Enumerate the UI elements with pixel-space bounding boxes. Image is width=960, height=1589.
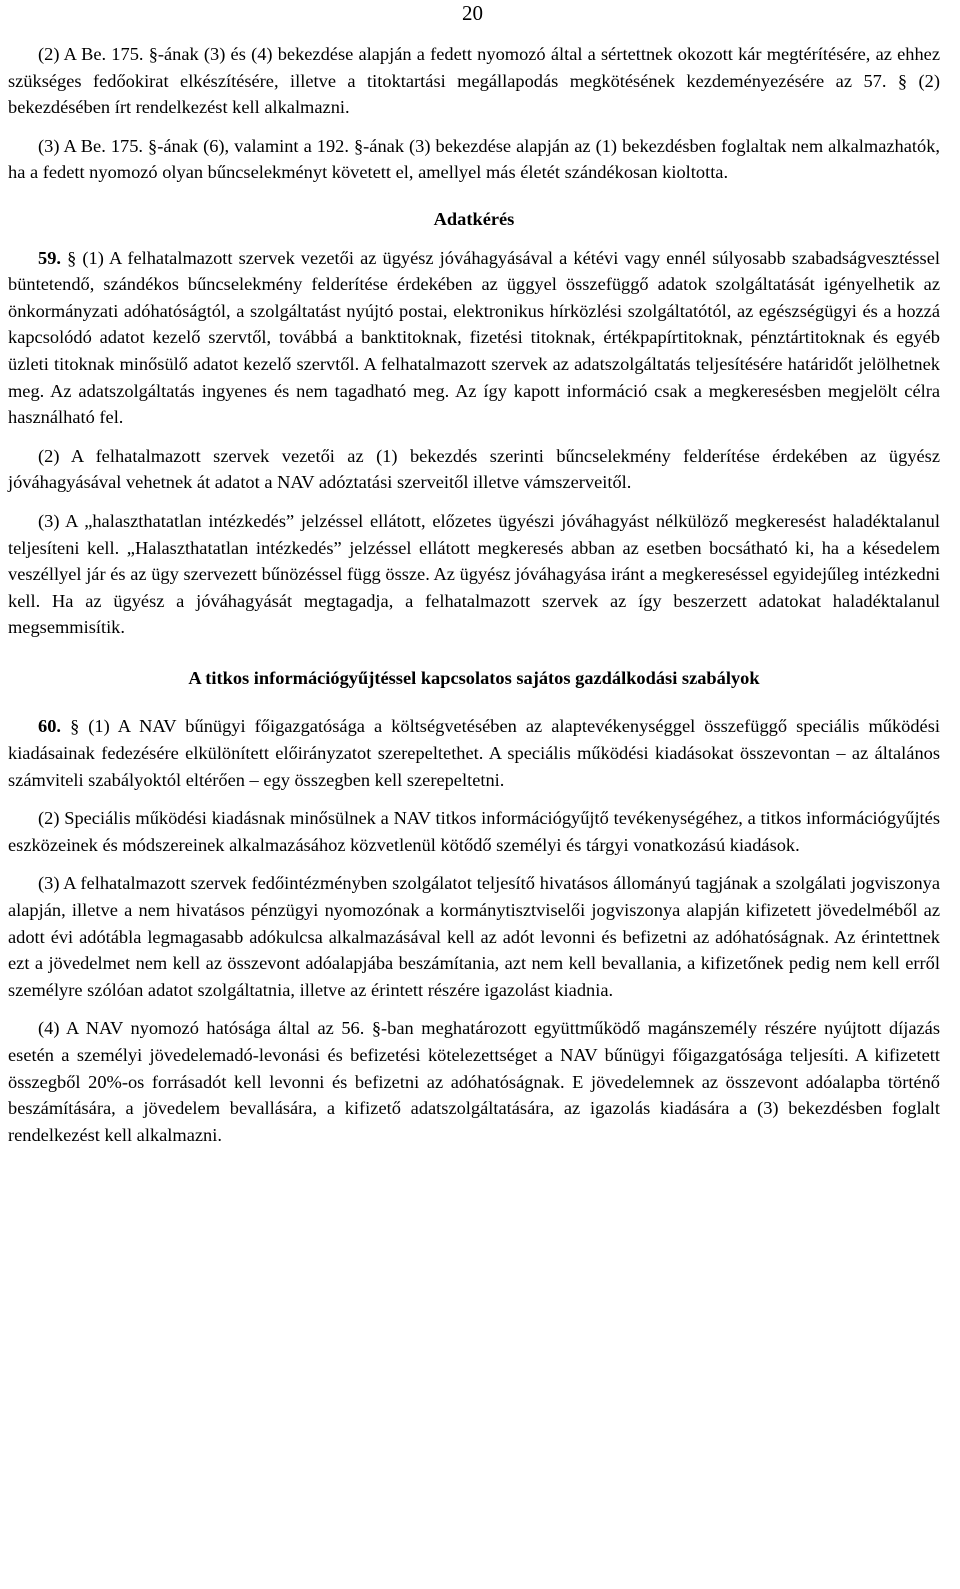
- paragraph-59-1-text: § (1) A felhatalmazott szervek vezetői az ügyész jóváhagyásával a kétévi vagy ennél súlyosabb szabadságvesztéssel büntetendő, szándékos bűncselekmény felderítése érdekében az üggyel összefüggő adatok szolgáltatását igényelhetik az önkormányzati adóhatóságtól, a szolgáltatást nyújtó postai, elektronikus hírközlési szolgáltatótól, az egészségügyi és a hozzá kapcsolódó adatot kezelő szervtől, továbbá a banktitoknak, fizetési titoknak, értékpapírtitoknak, pénztártitoknak és egyéb üzleti titoknak minősülő adatot kezelő szervtől. A felhatalmazott szervek az adatszolgáltatás teljesítésére határidőt jelölhetnek meg. Az adatszolgáltatás ingyenes és nem tagadható meg. Az így kapott információ csak a megkeresésben megjelölt célra használható fel.: [8, 247, 940, 428]
- section-heading-adatkeres: Adatkérés: [433, 208, 515, 229]
- paragraph-60-4: (4) A NAV nyomozó hatósága által az 56. §-ban meghatározott együttműködő magánszemély részére nyújtott díjazás esetén a személyi jövedelemadó-levonási és befizetési kötelezettséget a NAV bűnügyi főigazgatósága teljesíti. A kifizetett összegből 20%-os forrásadót kell levonni és befizetni az adóhatóságnak. E jövedelemnek az összevont adóalapba történő beszámítására, a jövedelem bevallására, a kifizető adatszolgáltatására, az igazolás kiadására a (3) bekezdésben foglalt rendelkezést kell alkalmazni.: [8, 1018, 940, 1145]
- paragraph-59-2: (2) A felhatalmazott szervek vezetői az (1) bekezdés szerinti bűncselekmény felderítése érdekében az ügyész jóváhagyásával vehetnek át adatot a NAV adóztatási szerveitől illetve vámszerveitől.: [8, 445, 940, 493]
- paragraph-58-2: (2) A Be. 175. §-ának (3) és (4) bekezdése alapján a fedett nyomozó által a sértettnek okozott kár megtérítésére, az ehhez szükséges fedőokirat elkészítésére, illetve a titoktartási megállapodás megkötésének kezdeményezésére az 57. § (2) bekezdésében írt rendelkezést kell alkalmazni.: [8, 44, 940, 118]
- paragraph-60-1: [8, 713, 940, 793]
- paragraph-59-3: (3) A „halaszthatatlan intézkedés” jelzéssel ellátott, előzetes ügyészi jóváhagyást nélkülöző megkeresést haladéktalanul teljesíteni kell. „Halaszthatatlan intézkedés” jelzéssel ellátott megkeresés abban az esetben bocsátható ki, ha a késedelem veszéllyel jár és az ügy szervezett bűnözéssel függ össze. Az ügyész jóváhagyása iránt a megkereséssel egyidejűleg intézkedni kell. Ha az ügyész a jóváhagyását megtagadja, a felhatalmazott szervek az így beszerzett adatokat haladéktalanul megsemmisítik.: [8, 510, 940, 638]
- paragraph-60-3: (3) A felhatalmazott szervek fedőintézményben szolgálatot teljesítő hivatásos állományú tagjának a szolgálati jogviszonya alapján, illetve a nem hivatásos pénzügyi nyomozónak a kormánytisztviselői jogviszonya alapján kifizetett jövedelméből az adott évi adótábla legmagasabb adókulcsa alkalmazásával kell az adót levonni és befizetni az adóhatóságnak. Az érintettnek ezt a jövedelmet nem kell az összevont adóalapjába beszámítania, azt nem kell bevallania, a kifizetőnek pedig nem kell erről személyre szólóan adatot szolgáltatnia, illetve az érintett részére igazolást kiadnia.: [8, 873, 940, 1000]
- section-heading-gazdalkodas: A titkos információgyűjtéssel kapcsolatos sajátos gazdálkodási szabályok: [188, 667, 760, 688]
- paragraph-60-1-text: § (1) A NAV bűnügyi főigazgatósága a költségvetésében az alaptevékenységgel összefüggő speciális működési kiadásainak fedezésére elkülönített előirányzatot szerepeltethet. A speciális működési kiadásokat összevontan – az általános számviteli szabályoktól eltérően – egy összegben kell szerepeltetni.: [8, 716, 940, 790]
- document-body: [8, 41, 940, 1148]
- page-number: 20: [462, 1, 483, 25]
- paragraph-58-3: (3) A Be. 175. §-ának (6), valamint a 192. §-ának (3) bekezdése alapján az (1) bekezdésben foglaltak nem alkalmazhatók, ha a fedett nyomozó olyan bűncselekményt követett el, amellyel más életét szándékosan kioltotta.: [8, 135, 940, 183]
- paragraph-60-2: (2) Speciális működési kiadásnak minősülnek a NAV titkos információgyűjtő tevékenységéhez, a titkos információgyűjtés eszközeinek és módszereinek alkalmazásához közvetlenül kötődő személyi és tárgyi vonatkozású kiadások.: [8, 808, 940, 855]
- section-number-60: 60.: [38, 716, 61, 737]
- paragraph-59-1: [8, 245, 940, 431]
- section-number-59: 59.: [38, 247, 61, 268]
